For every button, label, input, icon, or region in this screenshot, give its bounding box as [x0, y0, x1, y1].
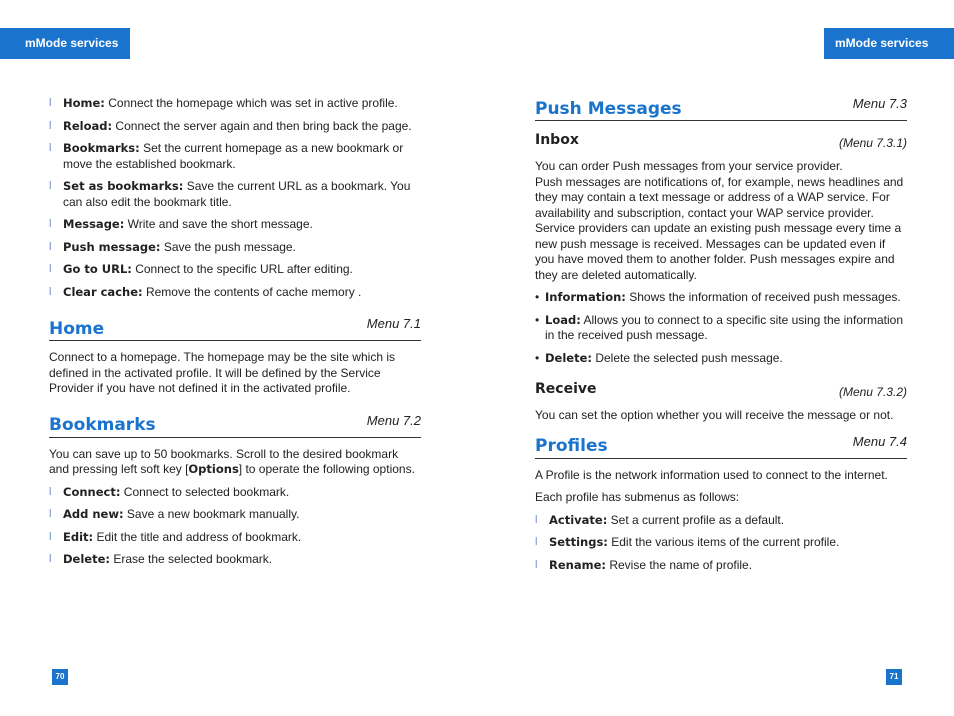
- paragraph: Connect to a homepage. The homepage may be the site which is defined in the activated profile. It will be defined by the Service Provider if you have not defined it in the activated profile.: [49, 350, 395, 395]
- list-item: [49, 262, 421, 278]
- section-heading-push: [535, 96, 907, 121]
- paragraph: A Profile is the network information used to connect to the internet.: [535, 467, 888, 482]
- bullet-icon: l: [49, 180, 52, 192]
- item-term: Delete:: [545, 350, 592, 365]
- subsection-title: Inbox: [535, 132, 579, 148]
- list-item: [535, 558, 907, 574]
- subsection-heading-inbox: [535, 133, 907, 151]
- item-term: Push message:: [63, 239, 161, 254]
- subsection-title: Receive: [535, 381, 597, 397]
- bullet-icon: l: [49, 553, 52, 565]
- bullet-icon: l: [49, 240, 52, 253]
- paragraph: [49, 447, 421, 478]
- text-run: You can save up to 50 bookmarks. Scroll to the desired bookmark and pressing left soft key [: [49, 446, 399, 476]
- item-term: Home:: [63, 96, 105, 110]
- subsection-heading-receive: [535, 382, 907, 400]
- bullet-icon: l: [49, 142, 52, 154]
- bullet-icon: l: [49, 263, 52, 275]
- item-text: Edit the various items of the current profile.: [607, 535, 840, 549]
- item-term: Delete:: [63, 552, 110, 566]
- paragraph: You can set the option whether you will receive the message or not.: [535, 408, 894, 422]
- item-text: Delete the selected push message.: [591, 350, 783, 365]
- item-text: Save the push message.: [160, 239, 296, 254]
- section-title: Push Messages: [535, 98, 682, 119]
- item-term: Reload:: [63, 118, 113, 133]
- section-title: Home: [49, 318, 105, 339]
- bullet-icon: l: [49, 485, 52, 498]
- section-heading-home: [49, 316, 421, 341]
- left-column: [49, 96, 421, 575]
- bullet-icon: l: [49, 119, 52, 132]
- bullet-icon: •: [535, 350, 540, 365]
- menu-number: Menu 7.4: [852, 433, 907, 449]
- item-text: Set the current homepage as a new bookmark or move the established bookmark.: [63, 141, 404, 171]
- key-label: Options: [188, 462, 239, 476]
- section-title: Profiles: [535, 436, 608, 456]
- item-text: Connect to the specific URL after editing.: [131, 262, 353, 276]
- menu-number: (Menu 7.3.1): [838, 136, 907, 150]
- bullet-icon: l: [49, 285, 52, 298]
- list-item: [535, 351, 907, 367]
- item-term: Add new:: [63, 507, 124, 521]
- bullet-icon: •: [535, 290, 540, 304]
- list-item: [49, 119, 421, 135]
- section-heading-profiles: [535, 434, 907, 459]
- menu-number: (Menu 7.3.2): [838, 385, 907, 399]
- list-item: [535, 513, 907, 529]
- list-item: [535, 313, 907, 344]
- item-text: Revise the name of profile.: [605, 557, 753, 572]
- page-number-right: 71: [886, 669, 902, 685]
- menu-number: Menu 7.1: [366, 316, 421, 331]
- list-item: [49, 530, 421, 546]
- list-item: [49, 285, 421, 301]
- list-item: [49, 96, 421, 112]
- bullet-icon: l: [535, 558, 538, 571]
- list-item: [535, 290, 907, 306]
- list-item: [535, 535, 907, 551]
- list-item: [49, 240, 421, 256]
- page-number-left: 70: [52, 669, 68, 685]
- bullet-icon: l: [49, 97, 52, 109]
- list-item: [49, 485, 421, 501]
- bullet-icon: l: [49, 530, 52, 543]
- item-text: Remove the contents of cache memory .: [142, 284, 362, 299]
- right-column: [535, 96, 907, 580]
- item-text: Save a new bookmark manually.: [123, 507, 300, 521]
- item-text: Connect to selected bookmark.: [120, 484, 290, 499]
- item-text: Save the current URL as a bookmark. You can also edit the bookmark title.: [63, 179, 411, 209]
- section-heading-bookmarks: [49, 413, 421, 438]
- item-term: Clear cache:: [63, 284, 143, 299]
- section-title: Bookmarks: [49, 415, 156, 435]
- bullet-icon: l: [49, 218, 52, 230]
- text-run: ] to operate the following options.: [238, 462, 415, 476]
- list-item: [49, 507, 421, 523]
- list-item: [49, 141, 421, 172]
- item-text: Connect the homepage which was set in active profile.: [104, 96, 398, 110]
- item-term: Message:: [63, 217, 125, 231]
- list-item: [49, 552, 421, 568]
- item-term: Edit:: [63, 529, 94, 544]
- paragraph: Service providers can update an existing push message every time a new push message is received. Messages can be updated even if you have moved them to another folder. Push messages expire and they are deleted automatically.: [535, 221, 902, 282]
- item-term: Connect:: [63, 484, 121, 499]
- bullet-icon: l: [535, 536, 538, 548]
- item-term: Information:: [545, 290, 626, 304]
- item-term: Settings:: [549, 535, 608, 549]
- item-term: Go to URL:: [63, 262, 132, 276]
- bullet-icon: •: [535, 312, 540, 327]
- item-text: Allows you to connect to a specific site using the information in the received push message.: [545, 312, 903, 342]
- menu-number: Menu 7.2: [366, 412, 421, 428]
- list-item: [49, 217, 421, 233]
- section-tab-right: mMode services: [824, 28, 954, 59]
- item-term: Load:: [545, 312, 581, 327]
- item-text: Connect the server again and then bring back the page.: [112, 118, 412, 133]
- bullet-icon: l: [49, 508, 52, 520]
- menu-number: Menu 7.3: [852, 96, 907, 111]
- item-term: Activate:: [549, 512, 608, 527]
- item-text: Shows the information of received push messages.: [625, 290, 901, 304]
- item-text: Write and save the short message.: [124, 217, 313, 231]
- bullet-icon: l: [535, 513, 538, 526]
- section-tab-left: mMode services: [0, 28, 130, 59]
- list-item: [49, 179, 421, 210]
- item-term: Set as bookmarks:: [63, 179, 184, 193]
- item-text: Set a current profile as a default.: [607, 512, 785, 527]
- paragraph: You can order Push messages from your service provider.: [535, 159, 843, 173]
- item-term: Bookmarks:: [63, 141, 140, 155]
- item-text: Edit the title and address of bookmark.: [93, 529, 302, 544]
- item-text: Erase the selected bookmark.: [109, 552, 273, 566]
- item-term: Rename:: [549, 557, 606, 572]
- paragraph: Push messages are notifications of, for example, news headlines and they may contain a text message or address of a WAP service. For availability and subscription, contact your WAP service provider.: [535, 174, 904, 220]
- paragraph: Each profile has submenus as follows:: [535, 490, 740, 504]
